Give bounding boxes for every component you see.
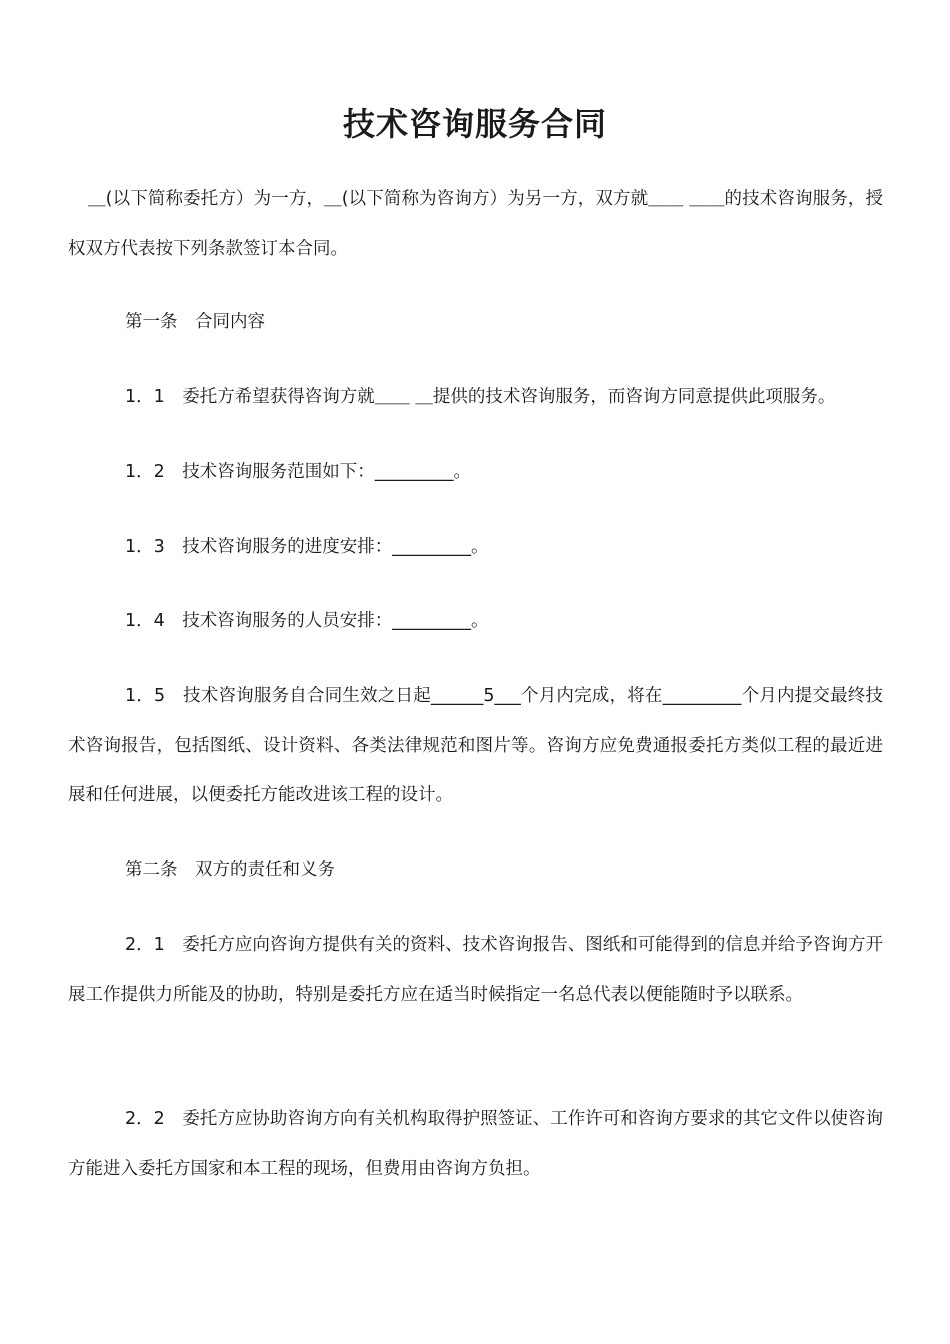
clause-1-1: 1．1 委托方希望获得咨询方就＿＿ ＿提供的技术咨询服务，而咨询方同意提供此项服务。 — [125, 387, 836, 407]
clause-2-2: 2．2 委托方应协助咨询方向有关机构取得护照签证、工作许可和咨询方要求的其它文件以使咨询方能进入委托方国家和本工程的现场，但费用由咨询方负担。 — [68, 1109, 883, 1179]
clause-2-1: 2．1 委托方应向咨询方提供有关的资料、技术咨询报告、图纸和可能得到的信息并给予咨询方开展工作提供力所能及的协助，特别是委托方应在适当时候指定一名总代表以便能随时予以联系。 — [68, 935, 883, 1005]
intro-paragraph: ＿(以下简称委托方）为一方，＿(以下简称为咨询方）为另一方，双方就＿＿ ＿＿的技术咨询服务，授权双方代表按下列条款签订本合同。 — [68, 189, 883, 259]
clause-1-4: 1．4 技术咨询服务的人员安排：_________。 — [125, 611, 489, 631]
document-title: 技术咨询服务合同 — [342, 105, 607, 143]
article-2-heading: 第二条 双方的责任和义务 — [125, 860, 335, 880]
clause-1-3: 1．3 技术咨询服务的进度安排：_________。 — [125, 537, 489, 557]
article-1-heading: 第一条 合同内容 — [125, 312, 265, 332]
clause-1-2: 1．2 技术咨询服务范围如下：_________。 — [125, 462, 472, 482]
clause-1-5: 1．5 技术咨询服务自合同生效之日起______5___个月内完成，将在_________个月内提交最终技术咨询报告，包括图纸、设计资料、各类法律规范和图片等。咨询方应免费通报委托方类似工程的最近进展和任何进展，以便委托方能改进该工程的设计。 — [68, 686, 883, 805]
